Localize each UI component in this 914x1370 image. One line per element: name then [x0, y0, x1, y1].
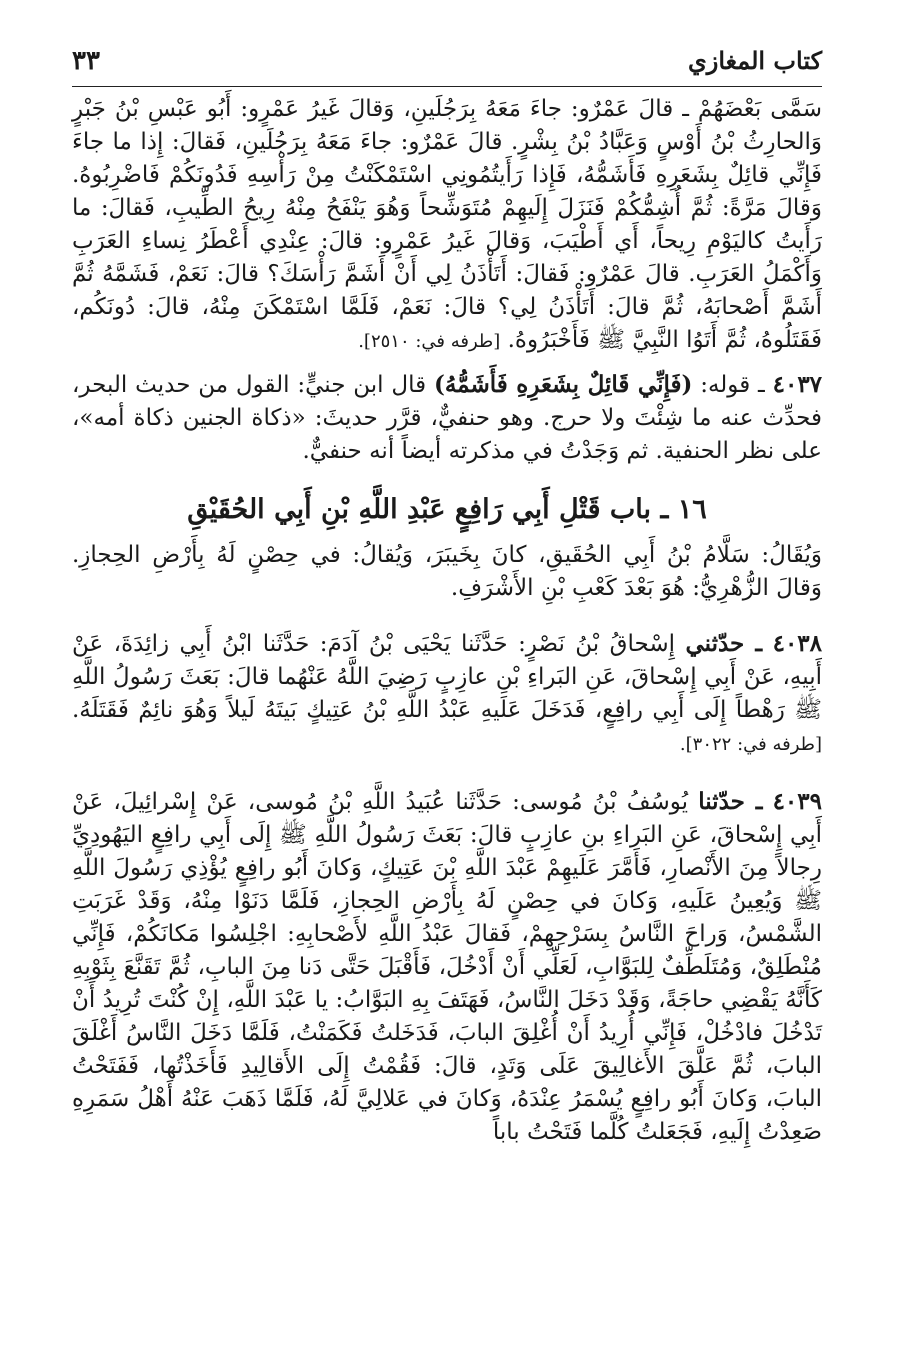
entry-lead: ـ حدّثنا [698, 788, 763, 815]
quoted-phrase: (فَإِنِّي قَائِلٌ بِشَعَرِهِ فَأَشَمُّهُ) [433, 371, 693, 398]
running-title: كتاب المغازي [687, 46, 822, 75]
hadith-text: إِسْحاقُ بْنُ نَصْرٍ: حَدَّثَنا يَحْيَى بْنُ آدَمَ: حَدَّثَنا ابْنُ أَبِي زائِدَةَ، عَنْ أَبِيهِ، عَنْ أَبِي إِسْحاقَ، عَنِ البَراءِ بْنِ عازِبٍ رَضِيَ اللَّهُ عَنْهُما قالَ: بَعَثَ رَسُولُ اللَّهِ ﷺ رَهْطاً إِلَى أَبِي رافِعٍ، فَدَخَلَ عَلَيهِ عَبْدُ اللَّهِ بْنُ عَتِيكٍ بَيتَهُ لَيلاً وَهُوَ نائِمٌ فَقَتَلَهُ. [72, 631, 822, 723]
entry-number: ٤٠٣٨ [772, 630, 823, 657]
commentary-text: قال ابن جنيٍّ: القول من حديث البحر، فحدِّث عنه ما شِئْتَ ولا حرج. وهو حنفيٌّ، قرَّر حديثَ: «ذكاة الجنين ذكاة أمه»، على نظر الحنفية. ثم وَجَدْتُ في مذكرته أيضاً أنه حنفيٌّ. [72, 372, 822, 464]
entry-lead: ـ حدّثني [685, 630, 763, 657]
cross-reference: [طرفه في: ٢٥١٠]. [358, 331, 501, 352]
commentary-4037 [72, 368, 822, 468]
intro-text: وَيُقَالُ: سَلَّامُ بْنُ أَبِي الحُقَيقِ، كانَ بِخَيبَرَ، وَيُقالُ: في حِصْنٍ لَهُ بِأَرْضِ الحِجازِ. وَقالَ الزُّهْرِيُّ: هُوَ بَعْدَ كَعْبِ بْنِ الأَشْرَفِ. [72, 542, 822, 601]
hadith-text: سَمَّى بَعْضَهُمْ ـ قالَ عَمْرٌو: جاءَ مَعَهُ بِرَجُلَينِ، وَقالَ غَيرُ عَمْرٍو: أَبُو عَبْسِ بْنُ جَبْرٍ وَالحارِثُ بْنُ أَوْسٍ وَعَبَّادُ بْنُ بِشْرٍ. قالَ عَمْرٌو: جاءَ مَعَهُ بِرَجُلَينِ، فَقالَ: إِذا ما جاءَ فَإِنِّي قائِلٌ بِشَعَرِهِ فَأَشَمُّهُ، فَإِذا رَأَيتُمُونِي اسْتَمْكَنْتُ مِنْ رَأْسِهِ فَدُونَكُمْ فَاضْرِبُوهُ. وَقالَ مَرَّةً: ثُمَّ أُشِمُّكُمْ فَنَزَلَ إِلَيهِمْ مُتَوَشِّحاً وَهُوَ يَنْفَحُ مِنْهُ رِيحُ الطِّيبِ، فَقالَ: ما رَأَيتُ كاليَوْمِ رِيحاً، أَي أَطْيَبَ، وَقالَ غَيرُ عَمْرٍو: قالَ: عِنْدِي أَعْطَرُ نِساءِ العَرَبِ وَأَكْمَلُ العَرَبِ. قالَ عَمْرٌو: فَقالَ: أَتَأْذَنُ لِي أَنْ أَشَمَّ رَأْسَكَ؟ قالَ: نَعَمْ، فَشَمَّهُ ثُمَّ أَشَمَّ أَصْحابَهُ، ثُمَّ قالَ: أَتَأْذَنُ لِي؟ قالَ: نَعَمْ، فَلَمَّا اسْتَمْكَنَ مِنْهُ، قالَ: دُونَكُم، فَقَتَلُوهُ، ثُمَّ أَتَوُا النَّبِيَّ ﷺ فَأَخْبَرُوهُ. [72, 96, 822, 353]
running-header [72, 32, 822, 87]
book-page [72, 32, 822, 1352]
chapter-heading [72, 494, 822, 525]
entry-lead: ـ قوله: [700, 372, 765, 398]
chapter-title: ١٦ ـ باب قَتْلِ أَبِي رَافِعٍ عَبْدِ اللَّهِ بْنِ أَبِي الحُقَيْقِ [187, 494, 707, 525]
entry-number: ٤٠٣٩ [772, 788, 822, 815]
chapter-intro [72, 539, 822, 605]
hadith-4039 [72, 785, 822, 1149]
cross-reference: [طرفه في: ٣٠٢٢]. [679, 734, 822, 755]
page-number: ٣٣ [72, 46, 100, 76]
hadith-text: يُوسُفُ بْنُ مُوسى: حَدَّثَنا عُبَيدُ اللَّهِ بْنُ مُوسى، عَنْ إِسْرائِيلَ، عَنْ أَبِي إِسْحاقَ، عَنِ البَراءِ بنِ عازِبٍ قالَ: بَعَثَ رَسُولُ اللَّهِ ﷺ إِلَى أَبِي رافِعٍ اليَهُودِيِّ رِجالاً مِنَ الأَنْصارِ، فَأَمَّرَ عَلَيهِمْ عَبْدَ اللَّهِ بْنَ عَتِيكٍ، وَكانَ أَبُو رافِعٍ يُؤْذِي رَسُولَ اللَّهِ ﷺ وَيُعِينُ عَلَيهِ، وَكانَ في حِصْنٍ لَهُ بِأَرْضِ الحِجازِ، فَلَمَّا دَنَوْا مِنْهُ، وَقَدْ غَرَبَتِ الشَّمْسُ، وَراحَ النَّاسُ بِسَرْحِهِمْ، فَقالَ عَبْدُ اللَّهِ لأَصْحابِهِ: اجْلِسُوا مَكانَكُمْ، فَإِنِّي مُنْطَلِقٌ، وَمُتَلَطِّفٌ لِلبَوَّابِ، لَعَلِّي أَنْ أَدْخُلَ، فَأَقْبَلَ حَتَّى دَنا مِنَ البابِ، ثُمَّ تَقَنَّعَ بِثَوْبِهِ كَأَنَّهُ يَقْضِي حاجَةً، وَقَدْ دَخَلَ النَّاسُ، فَهَتَفَ بِهِ البَوَّابُ: يا عَبْدَ اللَّهِ، إِنْ كُنْتَ تُرِيدُ أَنْ تَدْخُلَ فادْخُلْ، فَإِنِّي أُرِيدُ أَنْ أُغْلِقَ البابَ، فَدَخَلتُ فَكَمَنْتُ، فَلَمَّا دَخَلَ النَّاسُ أَغْلَقَ البابَ، ثُمَّ عَلَّقَ الأَغالِيقَ عَلَى وَتَدٍ، قالَ: فَقُمْتُ إِلَى الأَقالِيدِ فَأَخَذْتُها، فَفَتَحْتُ البابَ، وَكانَ أَبُو رافِعٍ يُسْمَرُ عِنْدَهُ، وَكانَ في عَلالِيَّ لَهُ، فَلَمَّا ذَهَبَ عَنْهُ أَهْلُ سَمَرِهِ صَعِدْتُ إِلَيهِ، فَجَعَلتُ كُلَّما فَتَحْتُ باباً [72, 789, 822, 1145]
hadith-continuation [72, 93, 822, 358]
hadith-4038 [72, 627, 822, 761]
entry-number: ٤٠٣٧ [772, 371, 823, 398]
